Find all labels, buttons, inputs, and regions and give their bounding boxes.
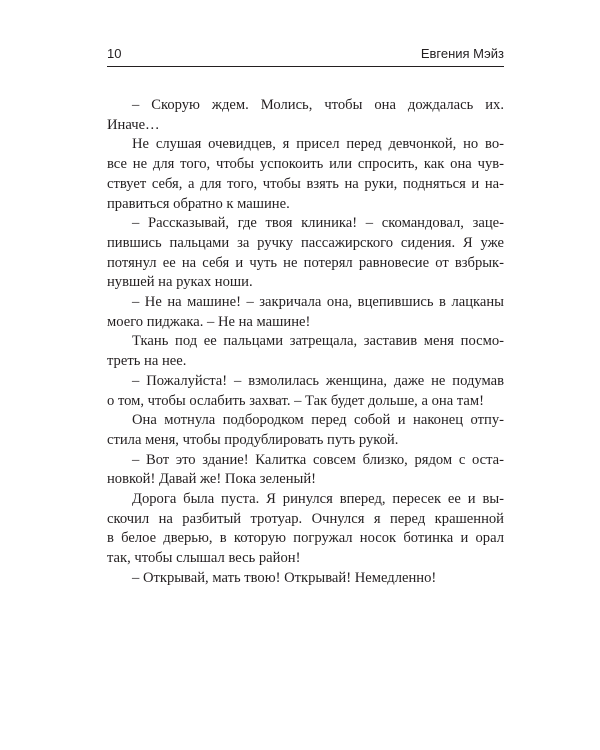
paragraph (107, 293, 504, 332)
text-line: Дорога была пуста. Я ринулся вперед, пересек ее и вы- (132, 491, 504, 508)
paragraph (107, 451, 504, 490)
text-line: новкой! Давай же! Пока зеленый! (107, 471, 317, 488)
body-text (107, 96, 504, 589)
text-line: правиться обратно к машине. (107, 195, 290, 212)
text-line: о том, чтобы ослабить захват. – Так будет дольше, а она там! (107, 392, 484, 409)
paragraph (107, 332, 504, 371)
text-line: – Скорую ждем. Молись, чтобы она дождалась их. (132, 97, 504, 113)
text-line: нувшей на руках ноши. (107, 274, 253, 291)
paragraph (107, 490, 504, 569)
text-line: так, чтобы слышал весь район! (107, 550, 301, 567)
text-line: – Открывай, мать твою! Открывай! Немедленно! (132, 569, 437, 586)
text-line: – Пожалуйста! – взмолилась женщина, даже не подумав (132, 372, 504, 389)
text-line: Иначе… (107, 116, 160, 133)
paragraph (107, 411, 504, 450)
paragraph (107, 135, 504, 214)
page-number: 10 (107, 46, 122, 61)
paragraph (107, 214, 504, 293)
running-head-author: Евгения Мэйз (420, 46, 504, 61)
text-line: потянул ее на себя и чуть не потерял равновесие от взбрык- (107, 254, 504, 271)
text-line: ствует себя, а для того, чтобы взять на руки, подняться и на- (107, 175, 504, 192)
text-line: стила меня, чтобы продублировать путь рукой. (107, 431, 399, 448)
header-rule (107, 66, 504, 67)
text-line: Ткань под ее пальцами затрещала, заставив меня посмо- (132, 333, 504, 350)
text-line: моего пиджака. – Не на машине! (107, 313, 311, 330)
text-line: Не слушая очевидцев, я присел перед девчонкой, но во- (132, 136, 504, 153)
text-line: треть на нее. (107, 353, 187, 370)
paragraph (107, 569, 504, 589)
text-line: – Не на машине! – закричала она, вцепившись в лацканы (132, 294, 504, 311)
text-line: в белое дверью, в которую погружал носок ботинка и орал (107, 530, 504, 547)
paragraph (107, 372, 504, 411)
text-line: – Рассказывай, где твоя клиника! – скомандовал, заце- (132, 215, 504, 232)
text-line: пившись пальцами за ручку пассажирского сидения. Я уже (107, 234, 504, 251)
text-line: – Вот это здание! Калитка совсем близко, рядом с оста- (132, 451, 504, 468)
page-header (107, 46, 504, 62)
text-line: все не для того, чтобы успокоить или спросить, как она чув- (107, 156, 504, 173)
text-line: Она мотнула подбородком перед собой и наконец отпу- (132, 412, 504, 429)
text-line: скочил на разбитый тротуар. Очнулся я перед крашенной (107, 510, 504, 527)
paragraph (107, 96, 504, 135)
